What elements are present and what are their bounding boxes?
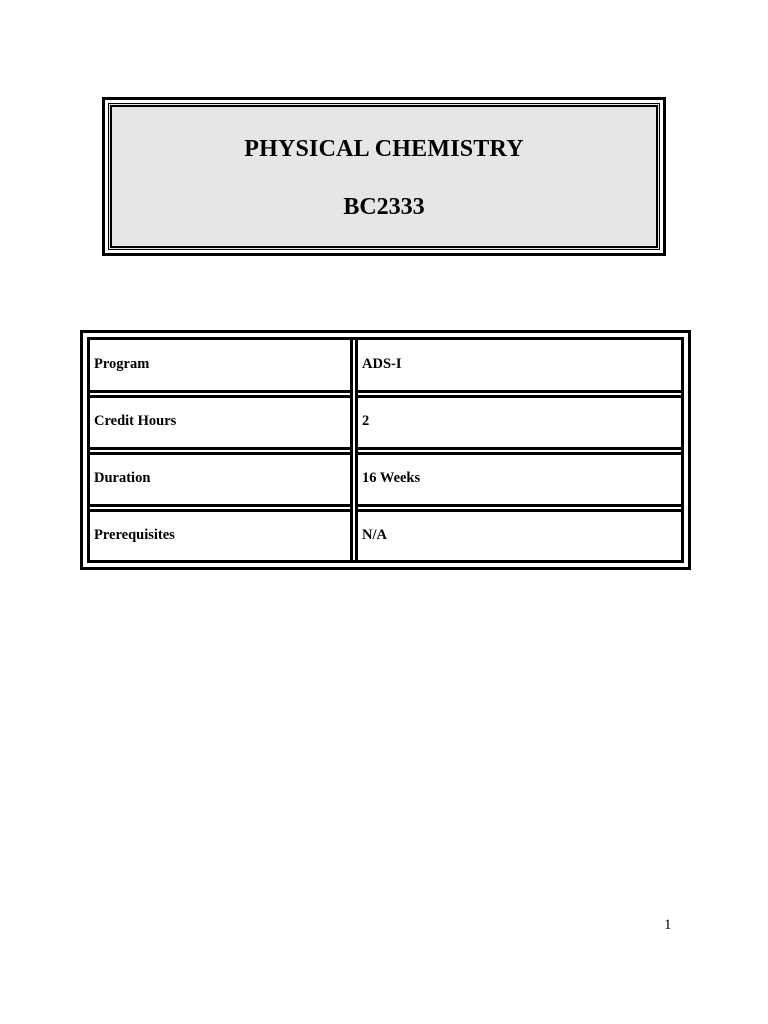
prerequisites-value: N/A [362, 527, 387, 543]
table-cell-label [90, 397, 355, 454]
course-title-box [102, 97, 666, 256]
duration-value: 16 Weeks [362, 470, 421, 486]
table-cell-label [90, 340, 355, 397]
duration-label: Duration [94, 470, 151, 486]
course-info-table [80, 330, 691, 570]
table-cell-value [358, 397, 681, 454]
table-cell-value [358, 511, 681, 568]
table-cell-label [90, 511, 355, 568]
course-code: BC2333 [343, 194, 425, 220]
credit-hours-value: 2 [362, 413, 370, 429]
table-row [90, 511, 681, 568]
page-number: 1 [664, 917, 672, 933]
table-cell-value [358, 340, 681, 397]
column-divider [350, 340, 358, 560]
row-divider [90, 447, 681, 455]
prerequisites-label: Prerequisites [94, 527, 175, 543]
table-cell-value [358, 454, 681, 511]
table-row [90, 340, 681, 397]
program-label: Program [94, 356, 150, 372]
table-row [90, 397, 681, 454]
row-divider [90, 390, 681, 398]
table-row [90, 454, 681, 511]
course-title: PHYSICAL CHEMISTRY [244, 136, 524, 162]
course-info-table-body [87, 337, 684, 563]
course-title-panel [108, 103, 660, 250]
table-cell-label [90, 454, 355, 511]
program-value: ADS-I [362, 356, 402, 372]
row-divider [90, 504, 681, 512]
credit-hours-label: Credit Hours [94, 413, 177, 429]
